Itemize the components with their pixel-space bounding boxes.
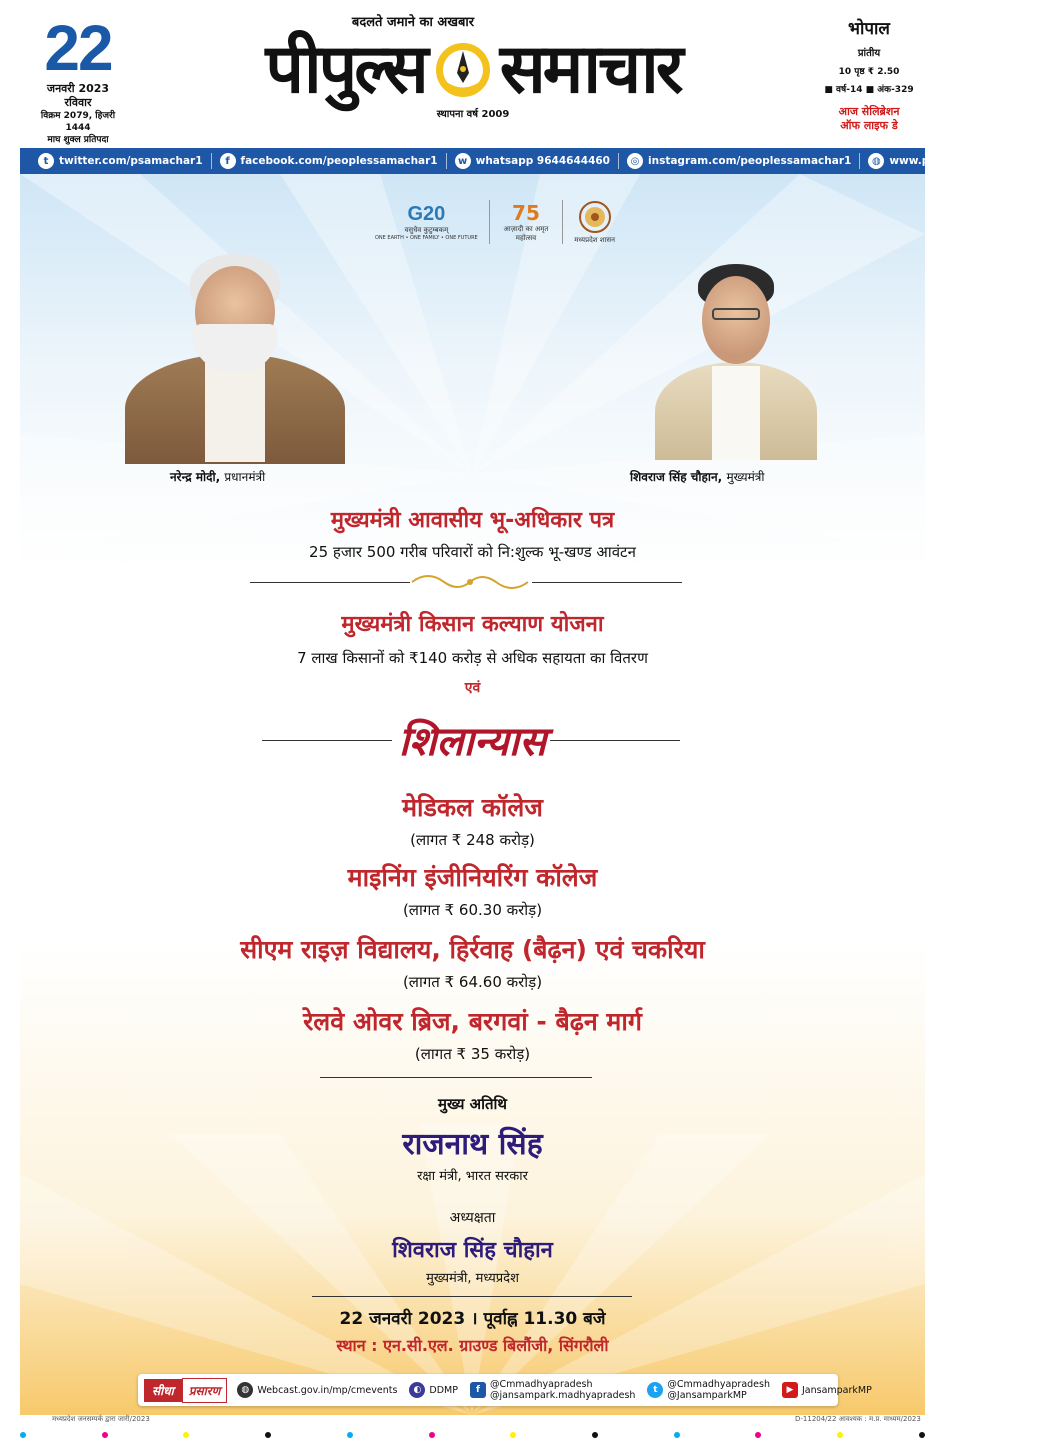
chair-name: शिवराज सिंह चौहान: [392, 1238, 553, 1263]
pen-emblem-icon: [432, 39, 494, 101]
logo-text-right: समाचार: [499, 30, 681, 109]
chair-role: मुख्यमंत्री, मध्यप्रदेश: [426, 1271, 519, 1286]
page-price: 10 पृष्ठ ₹ 2.50: [838, 67, 900, 77]
social-website-text: www.peoplessamachar.in: [889, 155, 1039, 167]
live-ddmp[interactable]: [409, 1382, 458, 1398]
twitter-icon: t: [647, 1382, 663, 1398]
event-venue: स्थान : एन.सी.एल. ग्राउण्ड बिलौंजी, सिंगरौली: [336, 1336, 609, 1355]
print-registration-marks: [20, 1432, 925, 1440]
instagram-icon: ◎: [627, 153, 643, 169]
chair-label: अध्यक्षता: [449, 1210, 496, 1226]
project-cost: (लागत ₹ 35 करोड़): [414, 1045, 531, 1063]
city-name: भोपाल: [848, 19, 890, 39]
live-twitter[interactable]: [647, 1379, 770, 1401]
special-day-line2: ऑफ लाइफ डे: [840, 119, 898, 132]
ornament-line-right: [532, 582, 682, 583]
registration-dot: [183, 1432, 189, 1438]
scheme1-title: मुख्यमंत्री आवासीय भू-अधिकार पत्र: [330, 508, 615, 533]
mp-emblem-icon: [578, 200, 612, 234]
logo-divider: [562, 200, 563, 244]
caption-chief-minister: [630, 468, 765, 485]
live-facebook-line2: @jansampark.madhyapradesh: [489, 1390, 636, 1401]
special-day-line1: आज सेलिब्रेशन: [838, 105, 900, 118]
date-number: 22: [44, 12, 112, 84]
social-whatsapp-text: whatsapp 9644644460: [475, 155, 610, 167]
live-webcast[interactable]: [237, 1382, 397, 1398]
ddmp-icon: ◐: [409, 1382, 425, 1398]
registration-dot: [837, 1432, 843, 1438]
social-twitter[interactable]: [30, 153, 212, 169]
edition-block: [815, 16, 923, 133]
registration-dot: [265, 1432, 271, 1438]
ornament-line-left: [250, 582, 410, 583]
whatsapp-icon: w: [455, 153, 471, 169]
project-name: मेडिकल कॉलेज: [402, 793, 543, 822]
project-cost: (लागत ₹ 60.30 करोड़): [402, 901, 543, 919]
live-tag: [144, 1378, 227, 1402]
azadi-number: 75: [512, 201, 540, 225]
live-ddmp-text: DDMP: [429, 1384, 458, 1396]
foundation-heading: शिलान्यास: [398, 718, 547, 765]
azadi-text: आज़ादी का अमृत महोत्सव: [503, 225, 549, 242]
g20-logo: [375, 203, 478, 241]
registration-dot: [347, 1432, 353, 1438]
issue-number: ■ वर्ष-14 ■ अंक-329: [824, 85, 914, 95]
portrait-face: [702, 276, 770, 364]
scheme2-subtitle: 7 लाख किसानों को ₹140 करोड़ से अधिक सहायता का वितरण: [297, 649, 648, 667]
webcast-globe-icon: ◍: [237, 1382, 253, 1398]
mp-govt-text: मध्यप्रदेश शासन: [574, 235, 615, 244]
portrait-prime-minister: [110, 244, 360, 462]
registration-dot: [919, 1432, 925, 1438]
registration-dot: [102, 1432, 108, 1438]
established-year: स्थापना वर्ष 2009: [436, 109, 510, 120]
masthead: [0, 0, 945, 145]
g20-motto: ONE EARTH • ONE FAMILY • ONE FUTURE: [375, 235, 478, 241]
footer-ad-code: D-11204/22 आवश्यक : म.प्र. माध्यम/2023: [795, 1415, 921, 1423]
mp-govt-logo: [574, 200, 615, 245]
project-name: सीएम राइज़ विद्यालय, हिर्रवाह (बैढ़न) एवं चकरिया: [240, 935, 705, 964]
live-broadcast-bar: [138, 1374, 872, 1406]
vikram-samvat: विक्रम 2079, हिजरी 1444: [40, 111, 116, 133]
globe-icon: ◍: [868, 153, 884, 169]
chief-guest-role: रक्षा मंत्री, भारत सरकार: [417, 1169, 528, 1184]
caption-cm-role: मुख्यमंत्री: [726, 470, 765, 484]
date-divider: [312, 1296, 632, 1297]
facebook-icon: f: [470, 1382, 486, 1398]
registration-dot: [674, 1432, 680, 1438]
caption-pm-name: नरेन्द्र मोदी,: [170, 470, 221, 484]
registration-dot: [592, 1432, 598, 1438]
twitter-icon: t: [38, 153, 54, 169]
g20-logo-text: G20: [407, 203, 446, 225]
portrait-shirt: [712, 366, 760, 460]
live-facebook-line1: @Cmmadhyapradesh: [489, 1379, 593, 1390]
tagline: बदलते जमाने का अखबार: [351, 15, 475, 30]
live-twitter-line1: @Cmmadhyapradesh: [667, 1379, 770, 1390]
project-name: माइनिंग इंजीनियरिंग कॉलेज: [347, 863, 598, 892]
live-twitter-line2: @JansamparkMP: [667, 1390, 747, 1401]
chief-guest-label: मुख्य अतिथि: [437, 1095, 508, 1113]
weekday: रविवार: [64, 96, 92, 109]
scheme2-title: मुख्यमंत्री किसान कल्याण योजना: [341, 612, 604, 637]
date-block: [28, 14, 128, 146]
government-logos: [375, 192, 615, 252]
social-facebook-text: facebook.com/peoplessamachar1: [240, 155, 438, 167]
live-tag-part1: सीधा: [144, 1379, 182, 1402]
live-youtube-text: JansamparkMP: [801, 1384, 872, 1396]
project-cost: (लागत ₹ 248 करोड़): [410, 831, 535, 849]
newspaper-logo: [168, 12, 778, 120]
registration-dot: [429, 1432, 435, 1438]
live-webcast-text: Webcast.gov.in/mp/cmevents: [257, 1384, 398, 1396]
youtube-icon: ▶: [782, 1382, 798, 1398]
facebook-icon: f: [220, 153, 236, 169]
social-instagram-text: instagram.com/peoplessamachar1: [648, 155, 852, 167]
date-month-year: जनवरी 2023: [46, 82, 110, 95]
social-website[interactable]: [860, 153, 1047, 169]
caption-pm-role: प्रधानमंत्री: [224, 470, 266, 484]
section-divider: [320, 1077, 592, 1078]
azadi-logo: [501, 201, 551, 243]
portrait-chief-minister: [650, 262, 822, 460]
logo-divider: [489, 200, 490, 244]
footer-publisher-note: मध्यप्रदेश जनसम्पर्क द्वारा जारी/2023: [52, 1415, 150, 1423]
portrait-glasses: [712, 308, 760, 320]
ornament-flourish-icon: [408, 570, 532, 594]
registration-dot: [510, 1432, 516, 1438]
social-twitter-text: twitter.com/psamachar1: [59, 155, 203, 167]
caption-prime-minister: [170, 468, 265, 485]
scheme1-subtitle: 25 हजार 500 गरीब परिवारों को नि:शुल्क भू-खण्ड आवंटन: [309, 543, 636, 561]
g20-subtitle: वसुधैव कुटुम्बकम्: [404, 226, 449, 234]
edition-label: प्रांतीय: [857, 48, 881, 59]
project-name: रेलवे ओवर ब्रिज, बरगवां - बैढ़न मार्ग: [303, 1007, 642, 1036]
government-advertisement: [20, 174, 925, 1415]
registration-dot: [755, 1432, 761, 1438]
and-word: एवं: [464, 680, 481, 696]
live-tag-part2: प्रसारण: [182, 1378, 228, 1403]
project-cost: (लागत ₹ 64.60 करोड़): [402, 973, 543, 991]
caption-cm-name: शिवराज सिंह चौहान,: [630, 470, 723, 484]
live-facebook[interactable]: [470, 1379, 635, 1401]
hindu-date: माघ शुक्ल प्रतिपदा: [47, 135, 109, 145]
social-facebook[interactable]: [212, 153, 447, 169]
social-instagram[interactable]: [619, 153, 860, 169]
live-youtube[interactable]: [782, 1382, 872, 1398]
event-date-time: 22 जनवरी 2023 । पूर्वाह्न 11.30 बजे: [339, 1309, 606, 1329]
social-links-bar: [20, 148, 1039, 174]
logo-text-left: पीपुल्स: [265, 30, 426, 109]
social-whatsapp[interactable]: [447, 153, 619, 169]
chief-guest-name: राजनाथ सिंह: [402, 1127, 543, 1162]
registration-dot: [20, 1432, 26, 1438]
foundation-line-right: [550, 740, 680, 741]
